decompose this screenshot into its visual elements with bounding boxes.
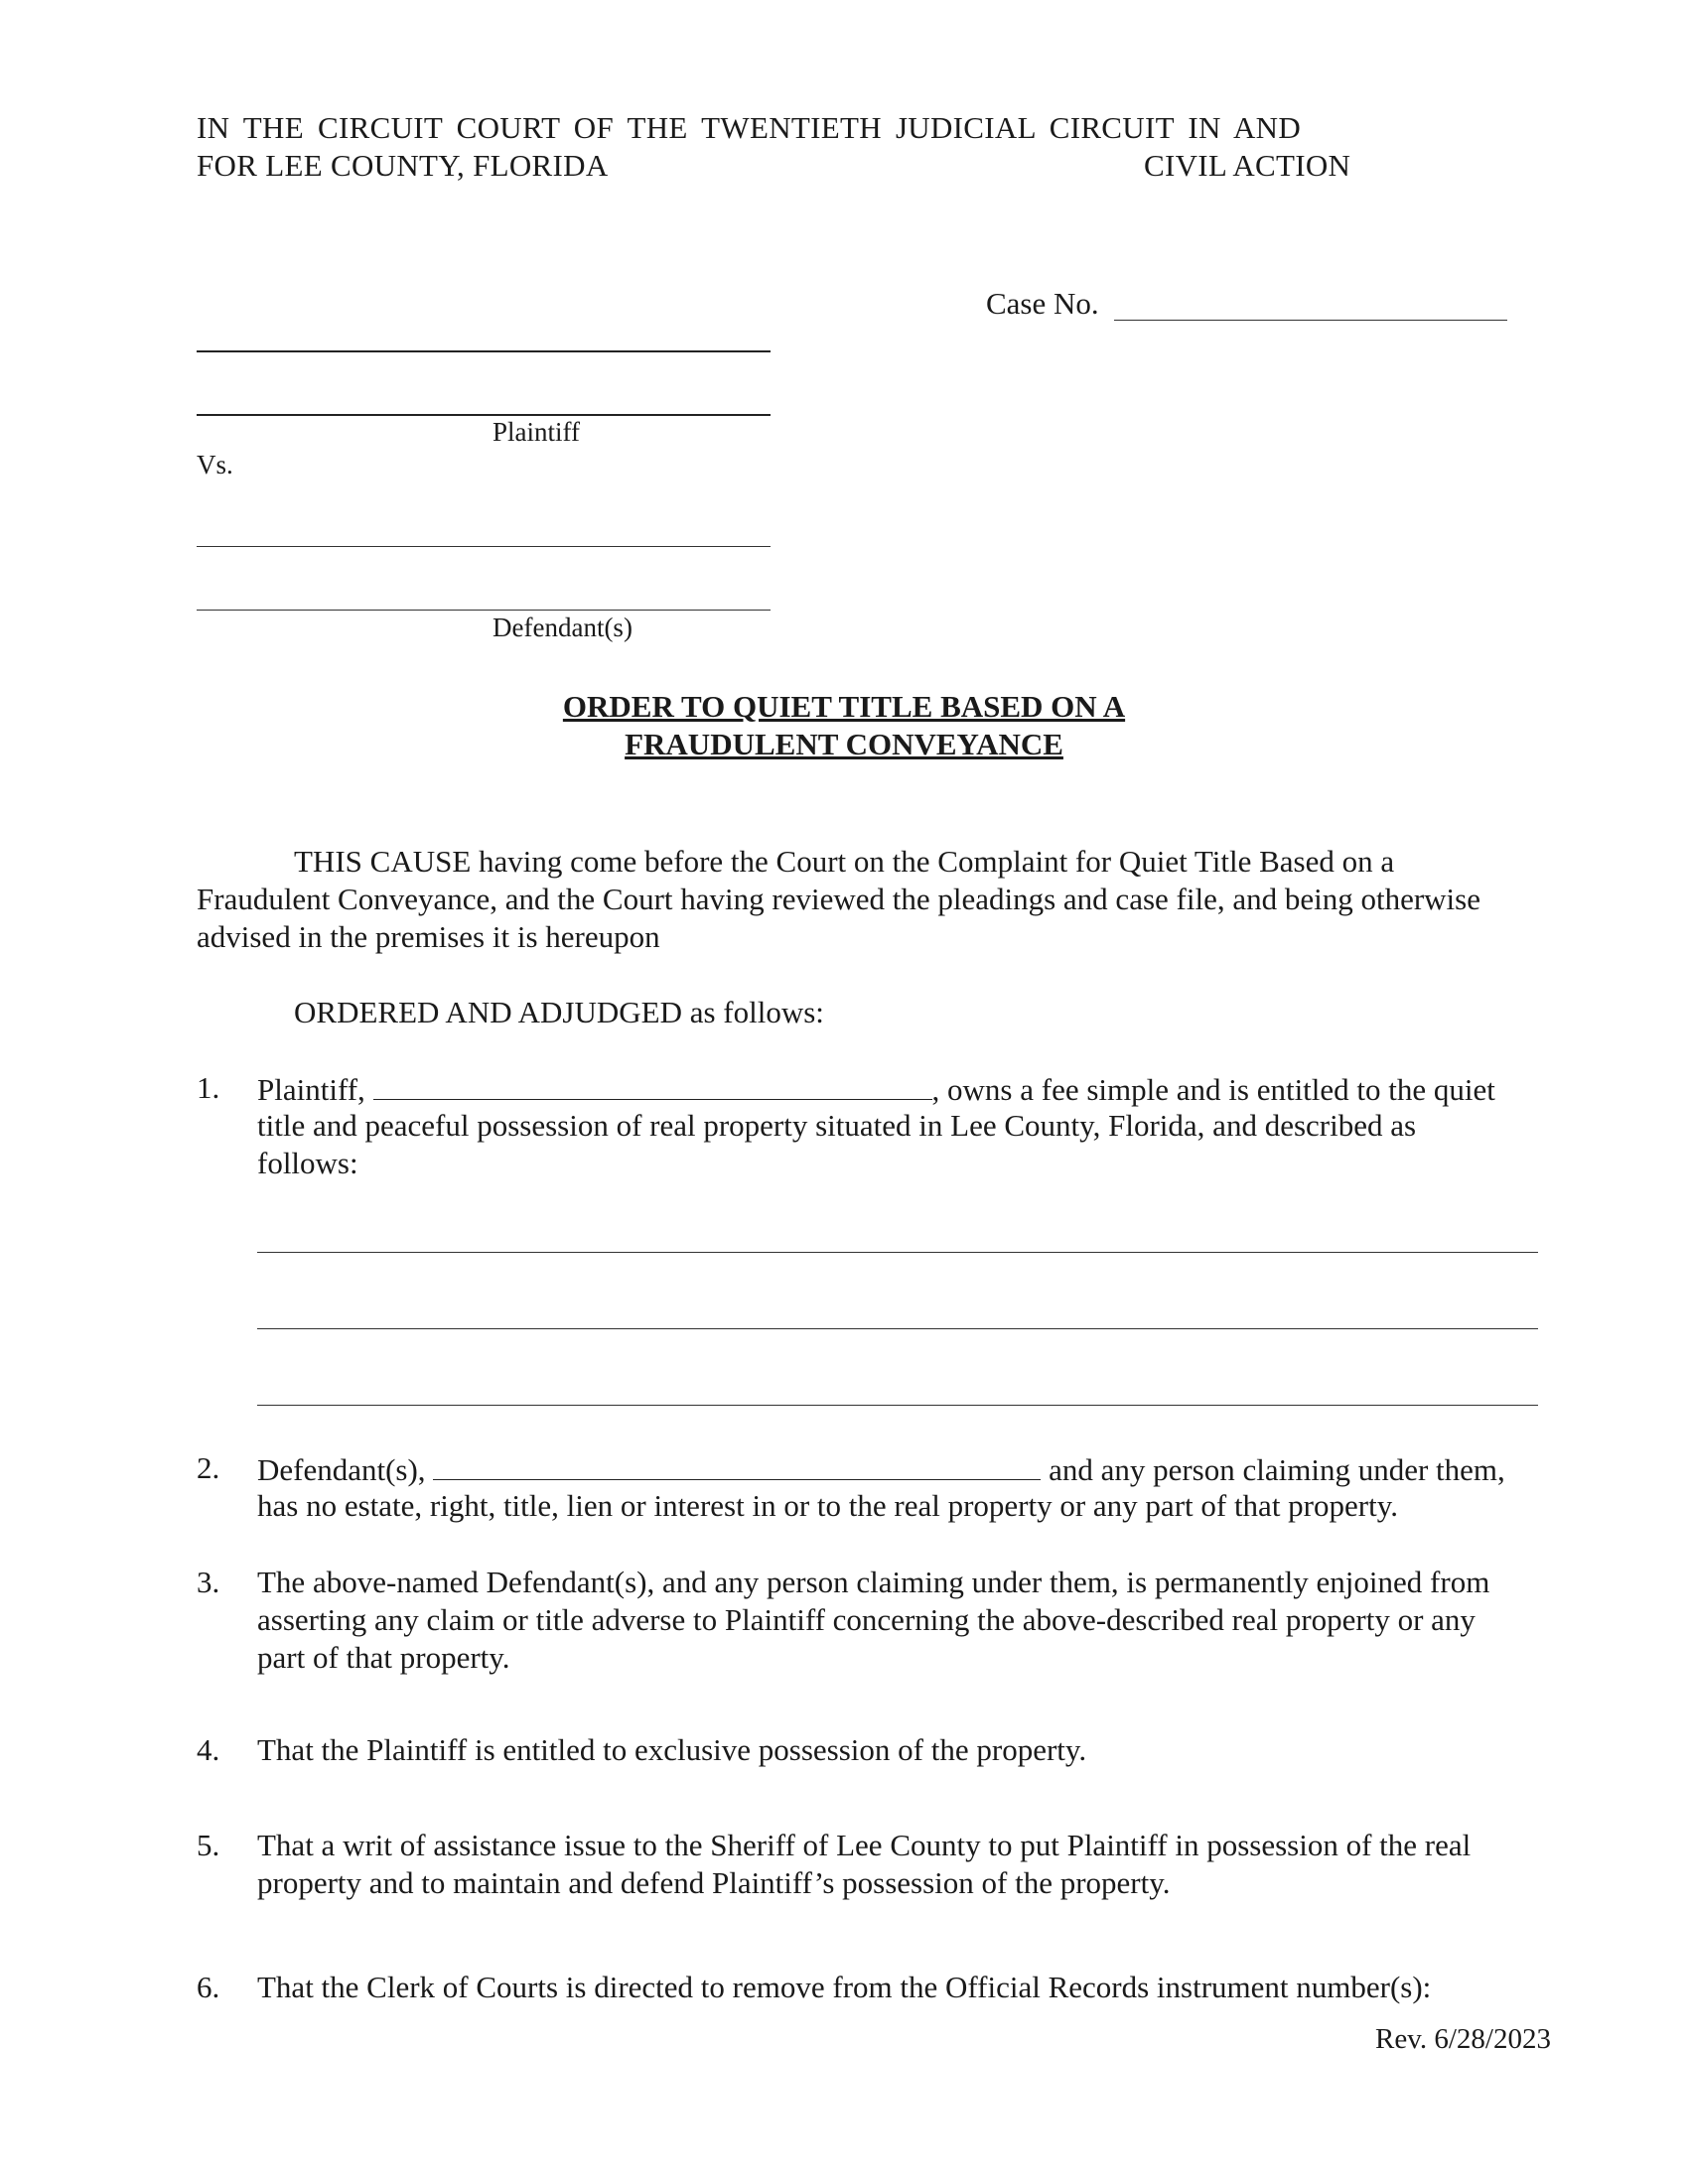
item-1-line2: title and peaceful possession of real property situated in Lee County, Florida, and described as (257, 1108, 1417, 1143)
case-number-field[interactable] (1114, 320, 1507, 321)
court-heading-line2: FOR LEE COUNTY, FLORIDA (197, 148, 609, 183)
defendant-label: Defendant(s) (492, 613, 633, 642)
case-number-label: Case No. (986, 286, 1099, 321)
civil-action-label: CIVIL ACTION (1144, 148, 1351, 183)
item-2-line2: has no estate, right, title, lien or interest in or to the real property or any part of that property. (257, 1488, 1398, 1523)
property-description-line-1[interactable] (257, 1252, 1538, 1253)
item-2-line1 (257, 1449, 1505, 1489)
item-3-line1: The above-named Defendant(s), and any person claiming under them, is permanently enjoined from (257, 1565, 1490, 1599)
versus-label: Vs. (197, 450, 233, 479)
property-description-line-3[interactable] (257, 1405, 1538, 1406)
item-4-number: 4. (197, 1732, 220, 1767)
plaintiff-name-line-1[interactable] (197, 350, 771, 352)
item-1-line1 (257, 1069, 1495, 1109)
court-heading-line1: IN THE CIRCUIT COURT OF THE TWENTIETH JUDICIAL CIRCUIT IN AND (197, 110, 1302, 145)
intro-line3: advised in the premises it is hereupon (197, 919, 660, 954)
item-6-number: 6. (197, 1970, 220, 2004)
intro-line2: Fraudulent Conveyance, and the Court having reviewed the pleadings and case file, and being otherwise (197, 882, 1480, 916)
item-1-line1-rest: , owns a fee simple and is entitled to the quiet (931, 1072, 1495, 1107)
item-2-number: 2. (197, 1450, 220, 1485)
item-6-line1: That the Clerk of Courts is directed to remove from the Official Records instrument number(s): (257, 1970, 1432, 2004)
item-2-defendant-label: Defendant(s), (257, 1452, 426, 1487)
item-3-line2: asserting any claim or title adverse to Plaintiff concerning the above-described real property or any (257, 1602, 1476, 1637)
item-1-plaintiff-label: Plaintiff, (257, 1072, 365, 1107)
item-5-number: 5. (197, 1828, 220, 1862)
order-title-line2: FRAUDULENT CONVEYANCE (625, 727, 1063, 761)
plaintiff-label: Plaintiff (492, 417, 581, 447)
intro-paragraph (197, 843, 1567, 956)
item-2-defendant-name-field[interactable] (433, 1449, 1041, 1480)
intro-line1: THIS CAUSE having come before the Court on the Complaint for Quiet Title Based on a (294, 844, 1395, 879)
ordered-adjudged: ORDERED AND ADJUDGED as follows: (294, 995, 824, 1029)
order-title-line1: ORDER TO QUIET TITLE BASED ON A (562, 689, 1126, 724)
defendant-name-line-2[interactable] (197, 610, 771, 611)
revision-date: Rev. 6/28/2023 (1375, 2023, 1551, 2055)
item-1-plaintiff-name-field[interactable] (373, 1069, 932, 1100)
plaintiff-name-line-2[interactable] (197, 414, 771, 416)
item-4-line1: That the Plaintiff is entitled to exclusive possession of the property. (257, 1732, 1087, 1767)
item-3-number: 3. (197, 1565, 220, 1599)
item-5-line1: That a writ of assistance issue to the Sheriff of Lee County to put Plaintiff in possession of the real (257, 1828, 1472, 1862)
item-1-line3: follows: (257, 1146, 358, 1180)
defendant-name-line-1[interactable] (197, 546, 771, 547)
item-5-line2: property and to maintain and defend Plaintiff’s possession of the property. (257, 1865, 1171, 1900)
item-3-line3: part of that property. (257, 1640, 510, 1675)
item-2-line1-rest: and any person claiming under them, (1049, 1452, 1505, 1487)
item-1-number: 1. (197, 1070, 220, 1105)
property-description-line-2[interactable] (257, 1328, 1538, 1329)
